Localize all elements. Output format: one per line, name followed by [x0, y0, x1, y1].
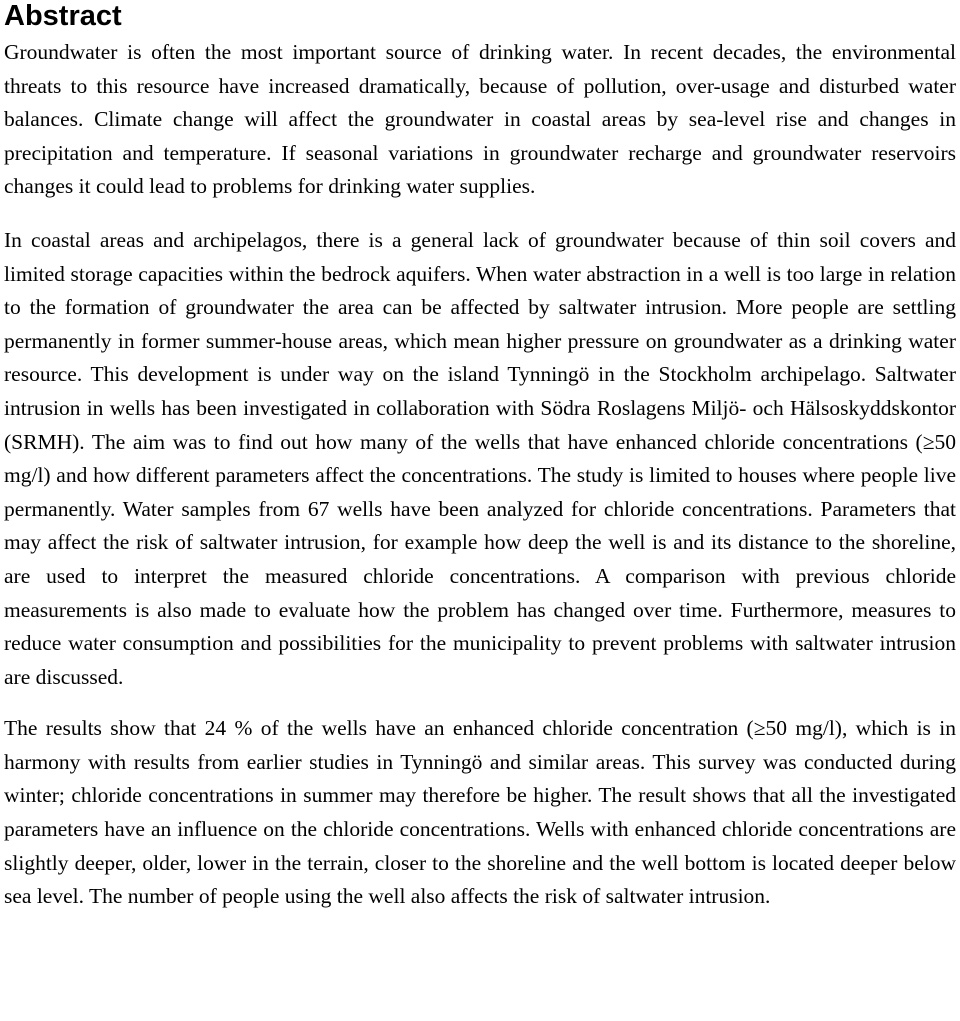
abstract-paragraph-1: Groundwater is often the most important source of drinking water. In recent decades, the environmental threats to this resource have increased dramatically, because of pollution, over-usage and disturbed water balances. Climate change will affect the groundwater in coastal areas by sea-level rise and changes in precipitation and temperature. If seasonal variations in groundwater recharge and groundwater reservoirs changes it could lead to problems for drinking water supplies.: [4, 40, 956, 199]
abstract-paragraph-2: In coastal areas and archipelagos, there is a general lack of groundwater because of thin soil covers and limited storage capacities within the bedrock aquifers. When water abstraction in a well is too large in relation to the formation of groundwater the area can be affected by saltwater intrusion. More people are settling permanently in former summer-house areas, which mean higher pressure on groundwater as a drinking water resource. This development is under way on the island Tynningö in the Stockholm archipelago. Saltwater intrusion in wells has been investigated in collaboration with Södra Roslagens Miljö- och Hälsoskyddskontor (SRMH). The aim was to find out how many of the wells that have enhanced chloride concentrations (≥50 mg/l) and how different parameters affect the concentrations. The study is limited to houses where people live permanently. Water samples from 67 wells have been analyzed for chloride concentrations. Parameters that may affect the risk of saltwater intrusion, for example how deep the well is and its distance to the shoreline, are used to interpret the measured chloride concentrations. A comparison with previous chloride measurements is also made to evaluate how the problem has changed over time. Furthermore, measures to reduce water consumption and possibilities for the municipality to prevent problems with saltwater intrusion are discussed.: [4, 227, 956, 689]
abstract-heading: Abstract: [4, 0, 122, 32]
abstract-paragraph-3: The results show that 24 % of the wells have an enhanced chloride concentration (≥50 mg/l), which is in harmony with results from earlier studies in Tynningö and similar areas. This survey was conducted during winter; chloride concentrations in summer may therefore be higher. The result shows that all the investigated parameters have an influence on the chloride concentrations. Wells with enhanced chloride concentrations are slightly deeper, older, lower in the terrain, closer to the shoreline and the well bottom is located deeper below sea level. The number of people using the well also affects the risk of saltwater intrusion.: [4, 716, 956, 909]
abstract-page: [4, 0, 956, 914]
